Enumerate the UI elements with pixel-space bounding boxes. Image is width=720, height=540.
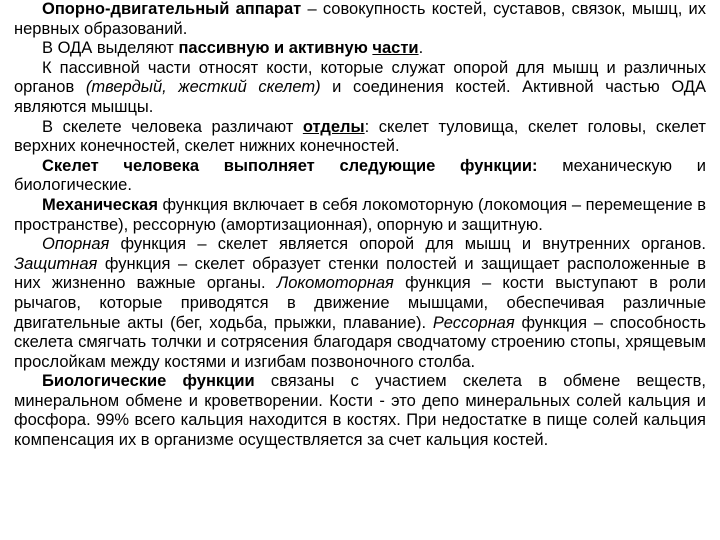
paragraph-biological-functions bbox=[14, 372, 706, 450]
text-run: механическую и биологические. bbox=[14, 156, 706, 195]
text-run: Опорно-двигательный аппарат bbox=[42, 0, 302, 18]
text-run: Защитная bbox=[14, 254, 98, 273]
text-run: Скелет человека выполняет следующие функции: bbox=[42, 156, 538, 175]
text-run: функция включает в себя локомоторную (локомоция – перемещение в пространстве), рессорную (амортизационная), опорную и защитную. bbox=[14, 195, 706, 234]
text-run: связаны с участием скелета в обмене веществ, минеральном обмене и кроветворении. Кости - это депо минеральных солей кальция и фосфора. 99% всего кальция находится в костях. При недостатке в пище солей кальция компенсация их в организме осуществляется за счет кальция костей. bbox=[14, 372, 706, 450]
text-body bbox=[14, 0, 706, 451]
text-run: Механическая bbox=[42, 195, 158, 214]
text-run: К пассивной части относят кости, которые служат опорой для мышц и различных органов bbox=[14, 58, 706, 97]
text-run: Рессорная bbox=[432, 313, 515, 332]
text-run: В ОДА выделяют bbox=[42, 39, 179, 58]
text-run: и соединения костей. Активной частью ОДА являются мышцы. bbox=[14, 78, 706, 116]
paragraph-skeleton-functions bbox=[14, 157, 706, 196]
text-run: : скелет туловища, скелет головы, скелет верхних конечностей, скелет нижних конечностей. bbox=[14, 117, 706, 156]
text-run: Опорная bbox=[42, 235, 110, 254]
text-run: отделы bbox=[302, 117, 365, 136]
paragraph-definition bbox=[14, 0, 706, 39]
text-run: Биологические функции bbox=[42, 372, 255, 391]
paragraph-passive-part bbox=[14, 59, 706, 118]
text-run: части bbox=[372, 39, 419, 58]
text-run: В скелете человека различают bbox=[42, 117, 303, 136]
paragraph-mechanical-function bbox=[14, 196, 706, 235]
paragraph-skeleton-divisions bbox=[14, 118, 706, 157]
paragraph-parts bbox=[14, 39, 706, 59]
text-run: функция – кости выступают в роли рычагов, которые приводятся в движение мышцами, обеспечивая различные двигательные акты (бег, ходьба, прыжки, плавание). bbox=[14, 274, 706, 332]
text-run: пассивную и активную bbox=[178, 39, 373, 58]
paragraph-function-types bbox=[14, 235, 706, 372]
text-run: (твердый, жесткий скелет) bbox=[85, 78, 321, 97]
text-run: . bbox=[418, 39, 424, 58]
text-run: функция – способность скелета смягчать толчки и сотрясения благодаря сводчатому строению стопы, хрящевым прослойкам между костями и изгибам позвоночного столба. bbox=[14, 313, 706, 371]
text-run: – совокупность костей, суставов, связок, мышц, их нервных образований. bbox=[14, 0, 706, 38]
text-run: Локомоторная bbox=[276, 274, 394, 293]
text-run: функция – скелет является опорой для мышц и внутренних органов. bbox=[109, 235, 706, 254]
text-run: функция – скелет образует стенки полостей и защищает расположенные в них жизненно важные органы. bbox=[14, 254, 706, 293]
